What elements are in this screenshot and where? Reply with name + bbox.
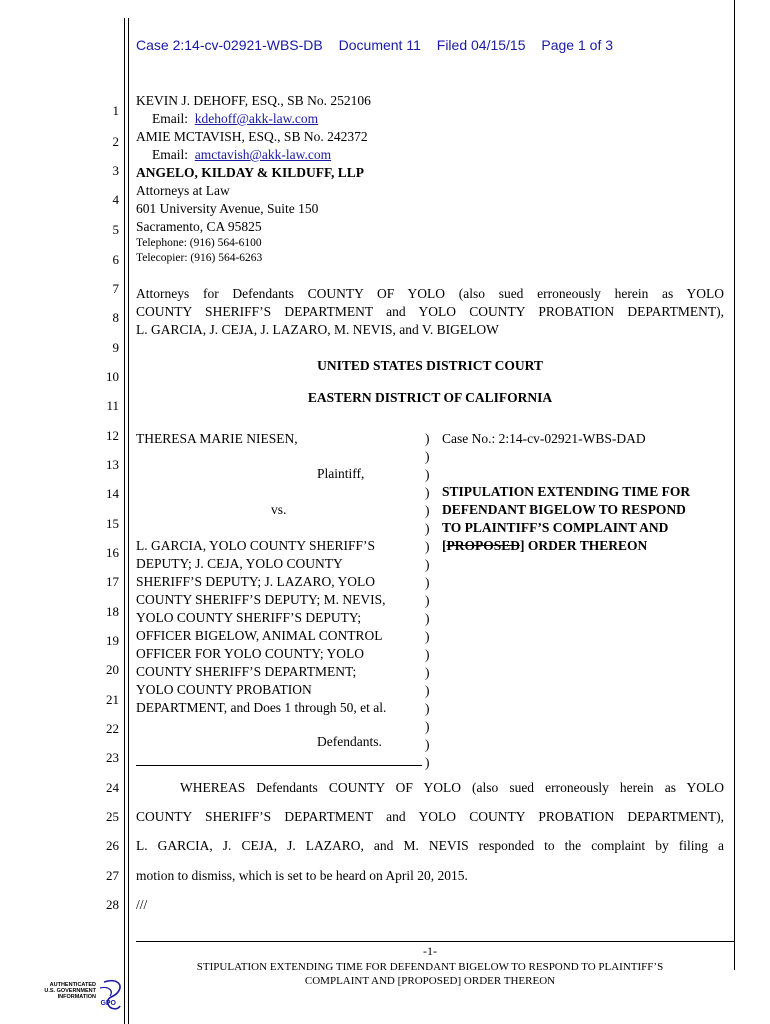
caption-paren: ) <box>425 485 430 500</box>
defendant-line: SHERIFF’S DEPUTY; J. LAZARO, YOLO <box>136 574 376 589</box>
attorney-1: KEVIN J. DEHOFF, ESQ., SB No. 252106 <box>136 93 371 108</box>
line-number: 12 <box>106 428 119 443</box>
caption-paren: ) <box>425 683 430 698</box>
line-number: 24 <box>106 780 119 795</box>
defendant-line: COUNTY SHERIFF’S DEPARTMENT; <box>136 664 357 679</box>
title-struck-proposed: PROPOSED <box>446 538 521 553</box>
line-number: 10 <box>106 369 119 384</box>
representation-line-2: COUNTY SHERIFF’S DEPARTMENT and YOLO COUNTY PROBATION DEPARTMENT), <box>136 304 724 319</box>
plaintiff-label: Plaintiff, <box>317 466 365 481</box>
line-number: 27 <box>106 868 119 883</box>
line-number: 28 <box>106 897 119 912</box>
defendant-line: L. GARCIA, YOLO COUNTY SHERIFF’S <box>136 538 376 553</box>
line-number: 4 <box>112 192 119 207</box>
email-label: Email: <box>152 147 188 162</box>
defendant-line: YOLO COUNTY SHERIFF’S DEPUTY; <box>136 610 362 625</box>
telephone: Telephone: (916) 564-6100 <box>136 237 262 249</box>
gpo-seal-text <box>44 982 96 1000</box>
telecopier: Telecopier: (916) 564-6263 <box>136 252 263 264</box>
left-margin-rule-2 <box>128 18 129 1024</box>
line-number: 16 <box>106 545 119 560</box>
gpo-logo-text: GPO <box>100 1000 116 1007</box>
line-number: 3 <box>112 163 119 178</box>
caption-underline <box>136 765 422 766</box>
gpo-line: INFORMATION <box>57 994 96 1000</box>
footer-title-line-2: COMPLAINT AND [PROPOSED] ORDER THEREON <box>304 975 556 987</box>
caption-paren: ) <box>425 575 430 590</box>
caption-paren: ) <box>425 611 430 626</box>
footer-title-line-1: STIPULATION EXTENDING TIME FOR DEFENDANT BIGELOW TO RESPOND TO PLAINTIFF’S <box>196 961 664 973</box>
document-title-line: DEFENDANT BIGELOW TO RESPOND <box>442 502 686 517</box>
line-number: 18 <box>106 604 119 619</box>
line-number: 23 <box>106 750 119 765</box>
gpo-eagle-icon <box>94 976 126 1016</box>
document-title-line: STIPULATION EXTENDING TIME FOR <box>442 484 691 499</box>
line-number: 7 <box>112 281 119 296</box>
defendants-label: Defendants. <box>317 734 382 749</box>
footer-rule <box>136 941 734 942</box>
line-number: 25 <box>106 809 119 824</box>
defendant-line: DEPUTY; J. CEJA, YOLO COUNTY <box>136 556 343 571</box>
case-number: Case No.: 2:14-cv-02921-WBS-DAD <box>442 431 646 446</box>
line-number: 6 <box>112 252 119 267</box>
line-number: 9 <box>112 340 119 355</box>
caption-paren: ) <box>425 449 430 464</box>
representation-line-3: L. GARCIA, J. CEJA, J. LAZARO, M. NEVIS, and V. BIGELOW <box>136 322 499 337</box>
firm-name: ANGELO, KILDAY & KILDUFF, LLP <box>136 165 365 180</box>
body-line-2: COUNTY SHERIFF’S DEPARTMENT and YOLO COUNTY PROBATION DEPARTMENT), <box>136 809 724 824</box>
defendant-line: YOLO COUNTY PROBATION <box>136 682 312 697</box>
defendant-line: COUNTY SHERIFF’S DEPUTY; M. NEVIS, <box>136 592 386 607</box>
caption-paren: ) <box>425 647 430 662</box>
caption-paren: ) <box>425 629 430 644</box>
address-line-2: Sacramento, CA 95825 <box>136 219 262 234</box>
left-margin-rule-1 <box>124 18 125 1024</box>
gpo-line: AUTHENTICATED <box>49 982 96 988</box>
line-number: 15 <box>106 516 119 531</box>
line-number: 20 <box>106 662 119 677</box>
line-number: 14 <box>106 486 119 501</box>
attorney-2-email-row <box>152 147 331 163</box>
line-number: 21 <box>106 692 119 707</box>
caption-paren: ) <box>425 737 430 752</box>
address-line-1: 601 University Avenue, Suite 150 <box>136 201 319 216</box>
defendant-line: OFFICER FOR YOLO COUNTY; YOLO <box>136 646 365 661</box>
line-number: 26 <box>106 838 119 853</box>
caption-paren: ) <box>425 503 430 518</box>
line-number: 11 <box>106 398 119 413</box>
caption-paren: ) <box>425 665 430 680</box>
header-filed: Filed 04/15/15 <box>436 37 526 53</box>
court-district: EASTERN DISTRICT OF CALIFORNIA <box>307 390 553 405</box>
firm-role: Attorneys at Law <box>136 183 230 198</box>
defendant-line: OFFICER BIGELOW, ANIMAL CONTROL <box>136 628 383 643</box>
title-open-bracket: [ <box>442 538 447 553</box>
header-page: Page 1 of 3 <box>541 37 614 53</box>
email-link-amctavish[interactable]: amctavish@akk-law.com <box>194 147 332 162</box>
header-case: Case 2:14-cv-02921-WBS-DB <box>136 37 323 53</box>
caption-paren: ) <box>425 719 430 734</box>
caption-paren: ) <box>425 755 430 770</box>
body-line-5: /// <box>136 897 148 912</box>
line-number: 2 <box>112 134 119 149</box>
representation-line-1: Attorneys for Defendants COUNTY OF YOLO (also sued erroneously herein as YOLO <box>136 286 724 301</box>
caption-paren: ) <box>425 521 430 536</box>
defendant-line: DEPARTMENT, and Does 1 through 50, et al. <box>136 700 387 715</box>
header-document: Document 11 <box>338 37 421 53</box>
plaintiff-name: THERESA MARIE NIESEN, <box>136 431 298 446</box>
right-margin-rule <box>734 0 735 970</box>
document-title-line <box>442 538 647 554</box>
body-line-4: motion to dismiss, which is set to be heard on April 20, 2015. <box>136 868 468 883</box>
caption-paren: ) <box>425 467 430 482</box>
body-line-3: L. GARCIA, J. CEJA, J. LAZARO, and M. NEVIS responded to the complaint by filing a <box>136 838 724 853</box>
line-number: 22 <box>106 721 119 736</box>
line-number: 19 <box>106 633 119 648</box>
court-name: UNITED STATES DISTRICT COURT <box>317 358 543 373</box>
title-close: ] ORDER THEREON <box>520 538 648 553</box>
email-label: Email: <box>152 111 188 126</box>
email-link-kdehoff[interactable]: kdehoff@akk-law.com <box>194 111 319 126</box>
attorney-2: AMIE MCTAVISH, ESQ., SB No. 242372 <box>136 129 368 144</box>
line-number: 13 <box>106 457 119 472</box>
line-number: 8 <box>112 310 119 325</box>
caption-paren: ) <box>425 593 430 608</box>
caption-paren: ) <box>425 701 430 716</box>
versus: vs. <box>271 502 287 517</box>
document-title-line: TO PLAINTIFF’S COMPLAINT AND <box>442 520 669 535</box>
caption-paren: ) <box>425 557 430 572</box>
caption-paren: ) <box>425 431 430 446</box>
attorney-1-email-row <box>152 111 318 127</box>
gpo-authentication-seal <box>42 976 126 1016</box>
caption-paren: ) <box>425 539 430 554</box>
filing-header <box>136 37 625 53</box>
gpo-line: U.S. GOVERNMENT <box>44 988 96 994</box>
line-number: 5 <box>112 222 119 237</box>
line-number: 17 <box>106 574 119 589</box>
footer-page-number: -1- <box>423 944 437 958</box>
body-line-1: WHEREAS Defendants COUNTY OF YOLO (also sued erroneously herein as YOLO <box>180 780 724 795</box>
line-number: 1 <box>112 103 119 118</box>
